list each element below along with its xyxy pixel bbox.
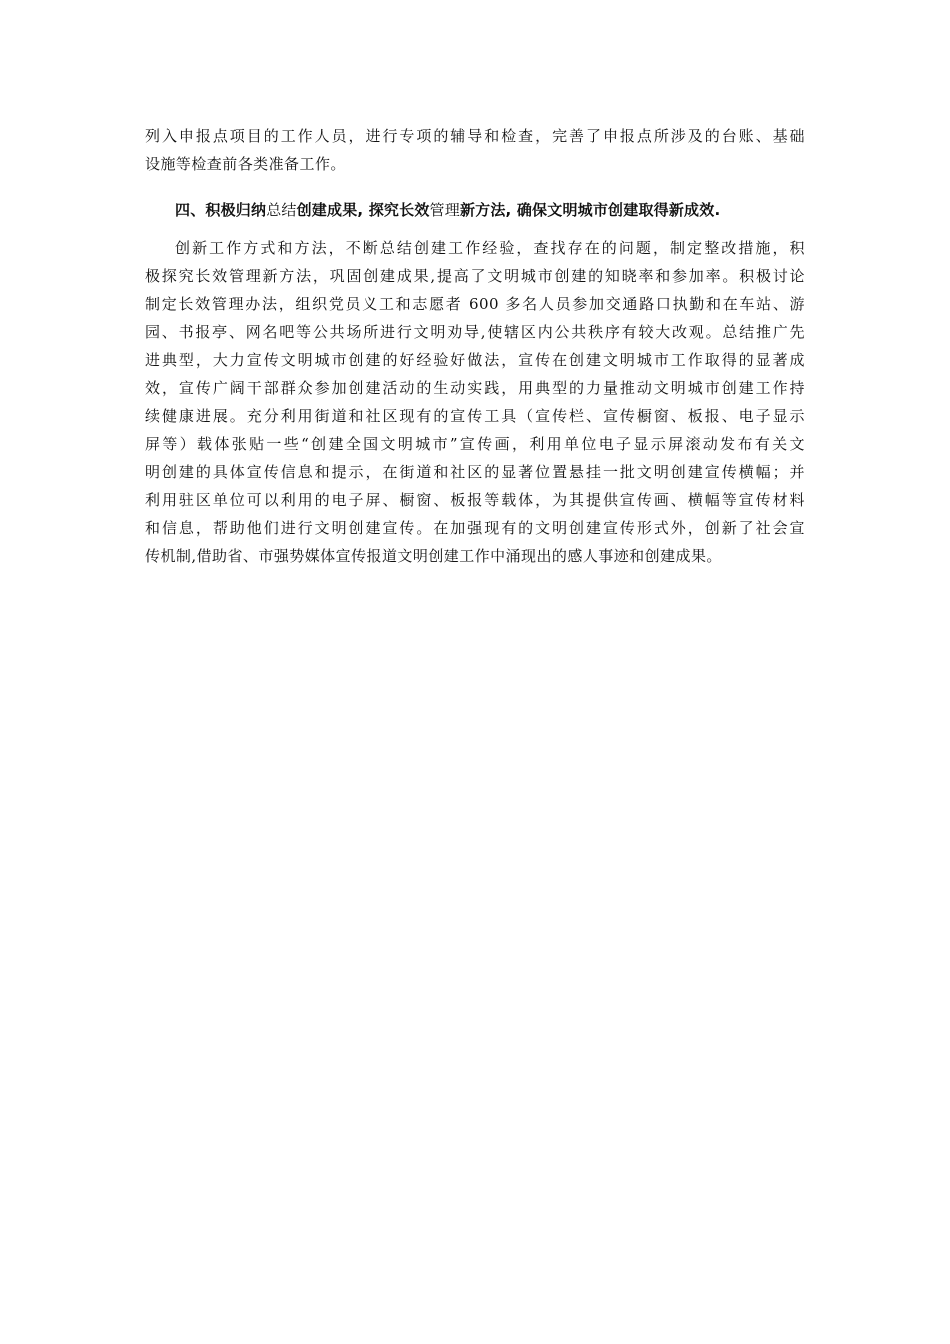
text-line: 进典型，大力宣传文明城市创建的好经验好做法，宣传在创建文明城市工作取得的显著成 [145, 351, 805, 369]
intro-paragraph [145, 122, 805, 178]
section-heading [145, 196, 805, 224]
text-line: 设施等检查前各类准备工作。 [145, 155, 346, 173]
heading-segment: 管理 [429, 201, 460, 219]
text-line: 和信息，帮助他们进行文明创建宣传。在加强现有的文明创建宣传形式外，创新了社会宣 [145, 519, 805, 537]
body-paragraph [145, 234, 805, 570]
text-line: 利用驻区单位可以利用的电子屏、橱窗、板报等载体，为其提供宣传画、横幅等宣传材料 [145, 491, 805, 509]
heading-segment: 新方法, 确保文明城市创建取得新成效. [459, 201, 721, 219]
text-line: 效，宣传广阔干部群众参加创建活动的生动实践，用典型的力量推动文明城市创建工作持 [145, 379, 805, 397]
text-line: 传机制,借助省、市强势媒体宣传报道文明创建工作中涌现出的感人事迹和创建成果。 [145, 547, 722, 565]
document-body [145, 122, 805, 570]
text-line: 园、书报亭、网名吧等公共场所进行文明劝导,使辖区内公共秩序有较大改观。总结推广先 [145, 323, 805, 341]
text-line: 制定长效管理办法，组织党员义工和志愿者 600 多名人员参加交通路口执勤和在车站、游 [145, 295, 805, 313]
text-line: 明创建的具体宣传信息和提示，在街道和社区的显著位置悬挂一批文明创建宣传横幅；并 [145, 463, 805, 481]
heading-segment: 四、积极归纳 [175, 201, 267, 219]
heading-segment: 总结 [266, 201, 297, 219]
text-line: 极探究长效管理新方法，巩固创建成果,提高了文明城市创建的知晓率和参加率。积极讨论 [145, 267, 805, 285]
text-line: 续健康进展。充分利用街道和社区现有的宣传工具（宣传栏、宣传橱窗、板报、电子显示 [145, 407, 805, 425]
heading-segment: 创建成果, 探究长效 [296, 201, 430, 219]
text-line: 创新工作方式和方法，不断总结创建工作经验，查找存在的问题，制定整改措施，积 [175, 239, 805, 257]
text-line: 列入申报点项目的工作人员，进行专项的辅导和检查，完善了申报点所涉及的台账、基础 [145, 127, 805, 145]
text-line: 屏等）载体张贴一些“创建全国文明城市”宣传画，利用单位电子显示屏滚动发布有关文 [145, 435, 805, 453]
